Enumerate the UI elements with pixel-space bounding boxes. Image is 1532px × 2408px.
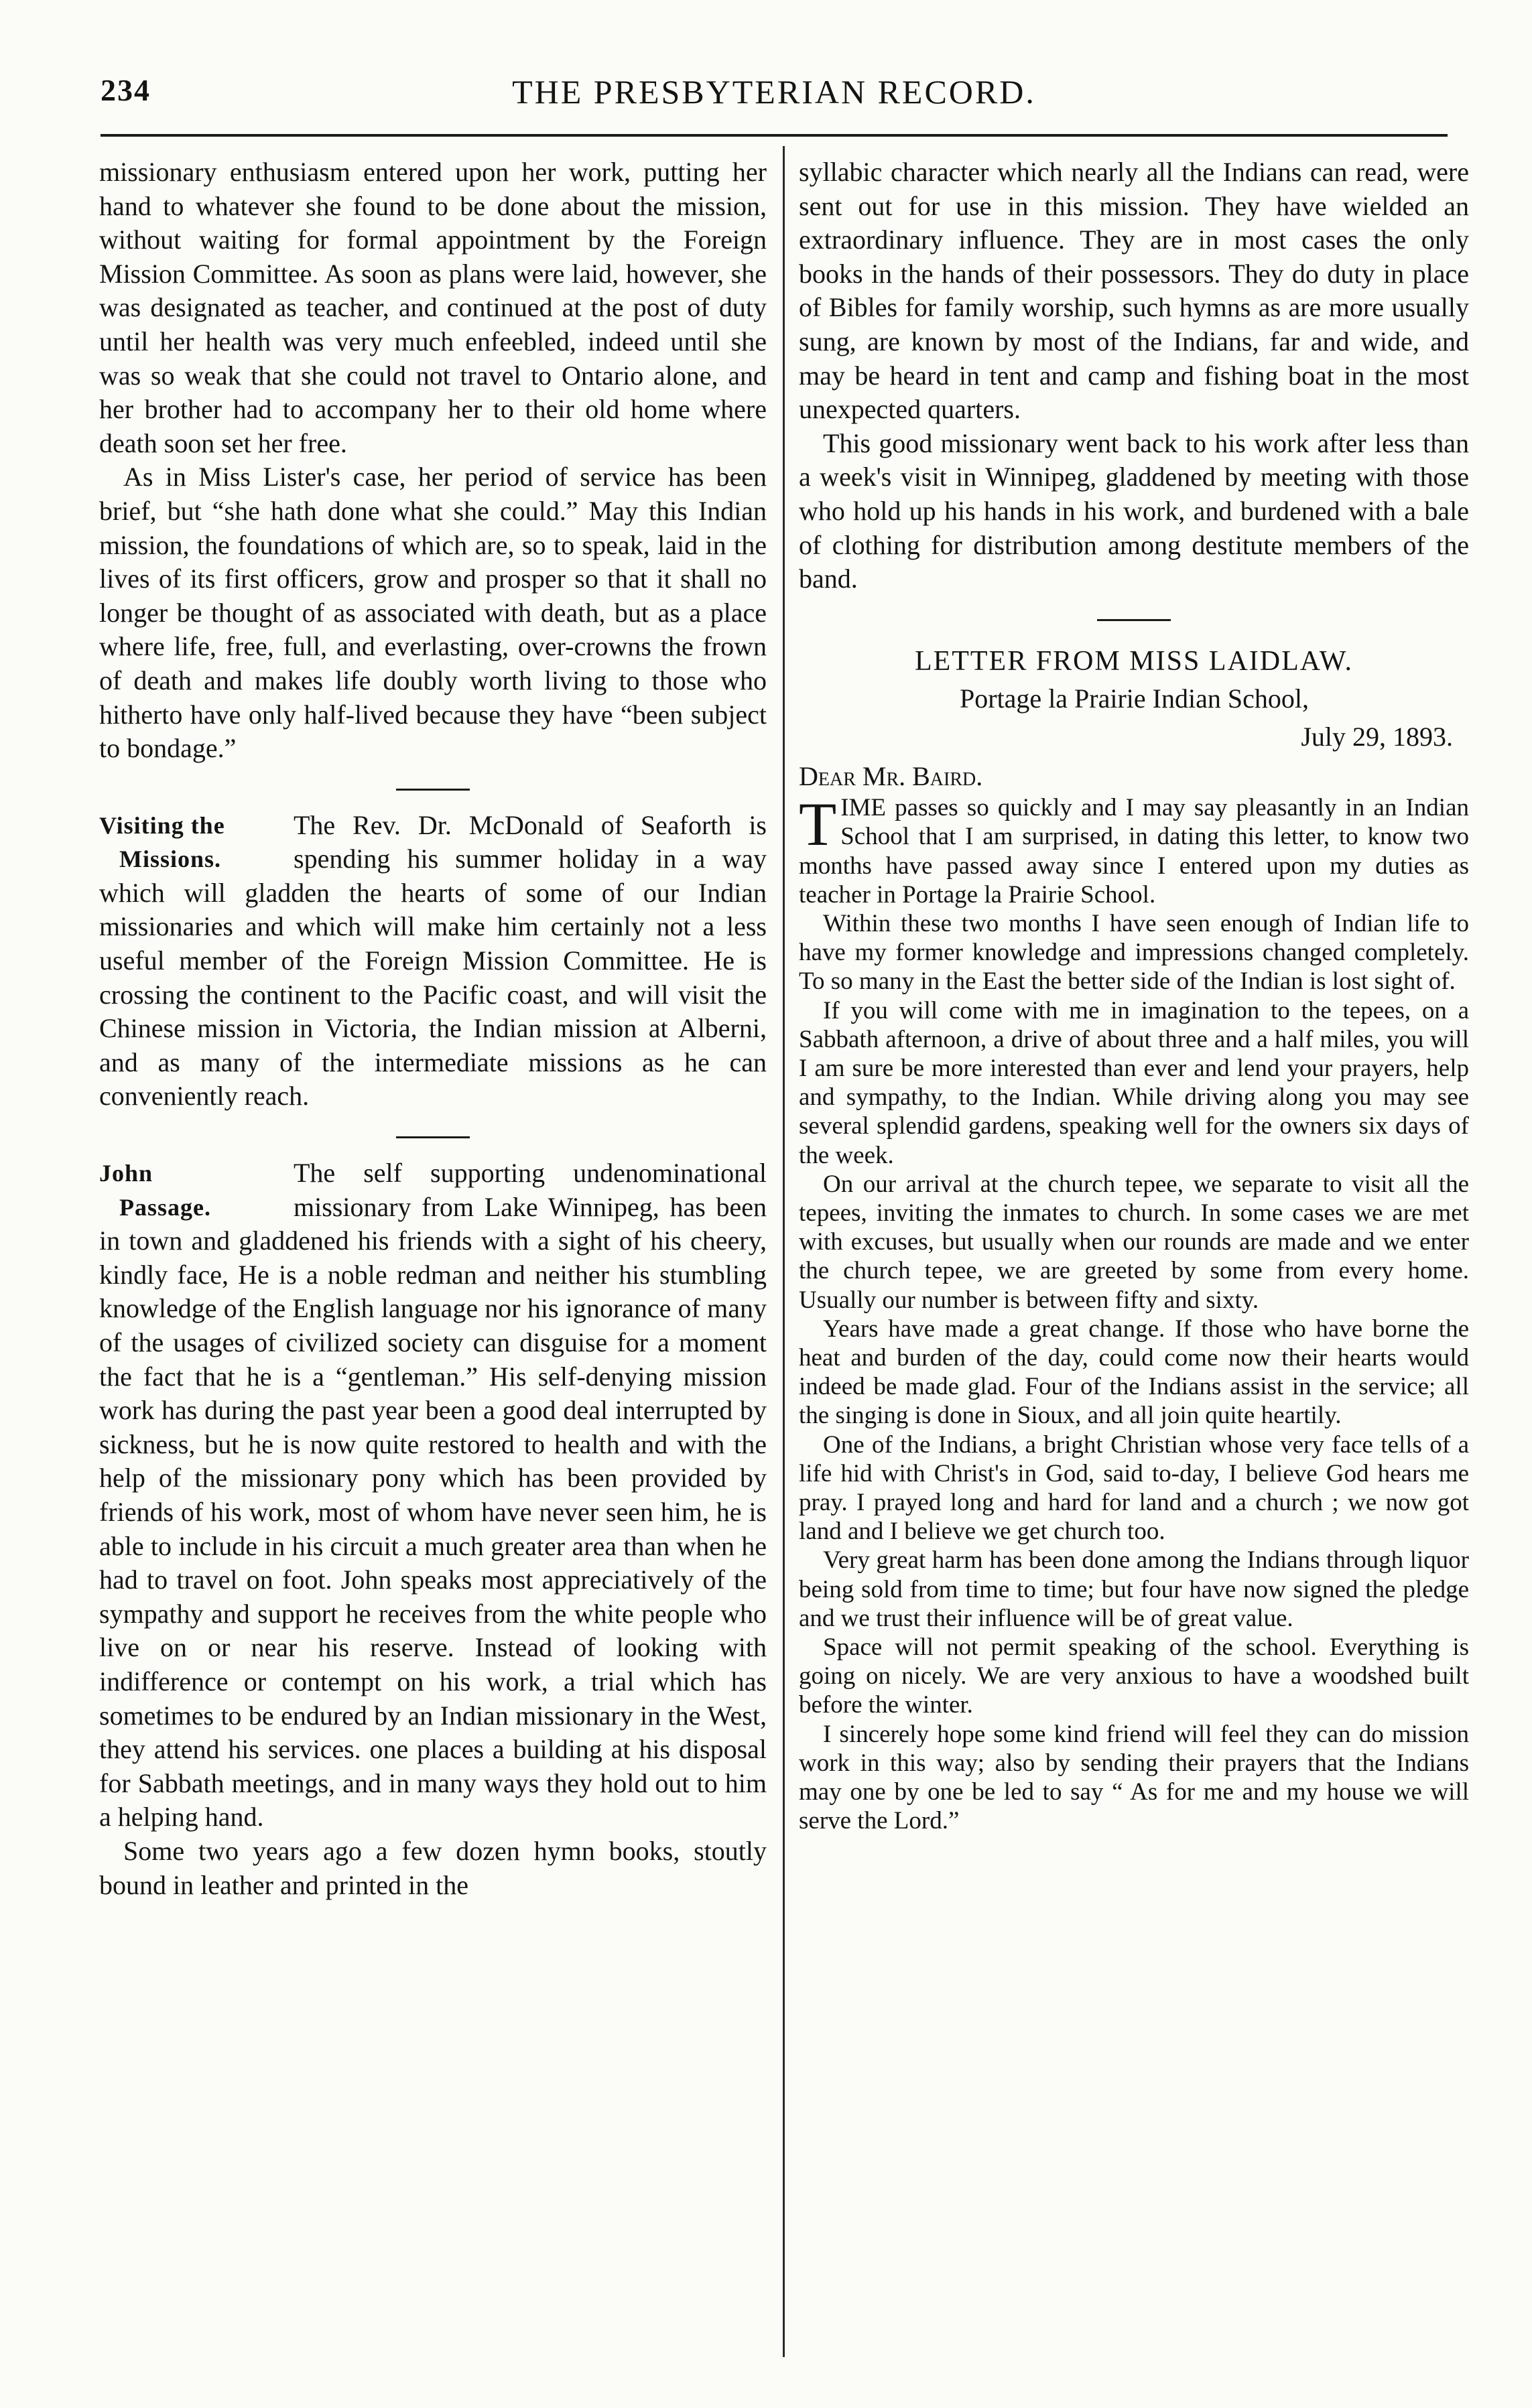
paragraph-syllabic: syllabic character which nearly all the Indians can read, were sent out for use in this mission. They have wielded an extraordinary influence. They are in most cases the only books in the hands of their possessors. They do duty in place of Bibles for family worship, such hymns as are more usually sung, are known by most of the Indians, far and wide, and may be heard in tent and camp and fishing boat in the most unexpected quarters.: [799, 157, 1469, 425]
letter-paragraph: Very great harm has been done among the Indians through liquor being sold from time to time; but four have now signed the pledge and we trust their influence will be of great value.: [799, 1546, 1469, 1632]
letter-paragraph: Space will not permit speaking of the school. Everything is going on nicely. We are very anxious to have a woodshed built before the winter.: [799, 1633, 1469, 1719]
section-john-passage: [99, 1156, 767, 1834]
section-rule: [99, 1122, 767, 1148]
journal-title: THE PRESBYTERIAN RECORD.: [512, 73, 1036, 111]
letter-paragraph: One of the Indians, a bright Christian whose very face tells of a life hid with Christ's in God, said to-day, I believe God hears me pray. I prayed long and hard for land and a church ; we now got land and I believe we get church too.: [799, 1430, 1469, 1546]
letter-place: Portage la Prairie Indian School,: [960, 683, 1309, 714]
section-visiting-missions: [99, 809, 767, 1114]
letter-title: LETTER FROM MISS LAIDLAW.: [914, 645, 1354, 677]
letter-paragraph: Within these two months I have seen enough of Indian life to have my former knowledge and impressions changed completely. To so many in the East the better side of the Indian is lost sight of.: [799, 909, 1469, 996]
letter-paragraph: On our arrival at the church tepee, we separate to visit all the tepees, inviting the inmates to church. In some cases we are met with excuses, but usually when our rounds are made and we enter the church tepee, we are greeted by some from every home. Usually our number is between fifty and sixty.: [799, 1170, 1469, 1314]
drop-cap: T: [799, 790, 837, 859]
paragraph-missionary-return: This good missionary went back to his work after less than a week's visit in Winnipeg, gladdened by meeting with those who hold up his hands in his work, and burdened with a bale of clothing for distribution among destitute members of the band.: [799, 427, 1469, 594]
paragraph-enthusiasm: missionary enthusiasm entered upon her work, putting her hand to whatever she found to be done about the mission, without waiting for formal appointment by the Foreign Mission Committee. As soon as plans were laid, however, she was designated as teacher, and continued at the post of duty until her health was very much enfeebled, indeed until she was so weak that she could not travel to Ontario alone, and her brother had to accompany her to their old home where death soon set her free.: [99, 157, 767, 458]
paragraph-hymn-books: Some two years ago a few dozen hymn books, stoutly bound in leather and printed in the: [99, 1835, 767, 1900]
column-divider: [783, 146, 785, 2357]
paragraph-miss-lister: As in Miss Lister's case, her period of service has been brief, but “she hath done what she could.” May this Indian mission, the foundations of which are, so to speak, laid in the lives of its first officers, grow and prosper so that it shall no longer be thought of as associated with death, but as a place where life, free, full, and everlasting, over-crowns the frown of death and makes life doubly worth living to those who hitherto have only half-lived because they have “been subject to bondage.”: [99, 462, 767, 764]
paragraph-visiting-missions: The Rev. Dr. McDonald of Seaforth is spending his summer holiday in a way which will gladden the hearts of some of our Indian missionaries and which will make him certainly not a less useful member of the Foreign Mission Committee. He is crossing the continent to the Pacific coast, and will visit the Chinese mission in Victoria, the Indian mission at Alberni, and as many of the intermediate missions as he can conveniently reach.: [99, 809, 767, 1112]
header-rule: [101, 134, 1448, 137]
right-column: [799, 155, 1469, 1835]
page-number: 234: [101, 73, 151, 107]
letter-paragraph: TIME passes so quickly and I may say pleasantly in an Indian School that I am surprised, in dating this letter, to know two months have passed away since I entered upon my duties as teacher in Portage la Prairie School.: [799, 790, 1469, 909]
left-column: [99, 155, 767, 1902]
letter-body: [799, 790, 1469, 1835]
letter-paragraph: If you will come with me in imagination to the tepees, on a Sabbath afternoon, a drive of about three and a half miles, you will I am sure be more interested than ever and lend your prayers, help and sympathy, to the Indian. While driving along you may see several splendid gardens, speaking well for the owners six days of the week.: [799, 996, 1469, 1169]
letter-salutation: Dear Mr. Baird.: [799, 760, 983, 791]
section-rule: [799, 604, 1469, 631]
letter-paragraph: Years have made a great change. If those who have borne the heat and burden of the day, could come now their hearts would indeed be made glad. Four of the Indians assist in the service; all the singing is done in Sioux, and all join quite heartily.: [799, 1315, 1469, 1430]
letter-paragraph: I sincerely hope some kind friend will feel they can do mission work in this way; also by sending their prayers that the Indians may one by one be led to say “ As for me and my house we will serve the Lord.”: [799, 1720, 1469, 1835]
letter-date: July 29, 1893.: [1301, 721, 1453, 752]
paragraph-john-passage: The self supporting undenominational missionary from Lake Winnipeg, has been in town and gladdened his friends with a sight of his cheery, kindly face, He is a noble redman and neither his stumbling knowledge of the English language nor his ignorance of many of the usages of civilized society can disguise for a moment the fact that he is a “gentleman.” His self-denying mission work has during the past year been a good deal interrupted by sickness, but he is now quite restored to health and with the help of the missionary pony which has been provided by friends of his work, most of whom have never seen him, he is able to include in his circuit a much greater area than when he had to travel on foot. John speaks most appreciatively of the sympathy and support he receives from the white people who live on or near his reserve. Instead of looking with indifference or contempt on his work, a trial which has sometimes to be endured by an Indian missionary in the West, they attend his services. one places a building at his disposal for Sabbath meetings, and in many ways they hold out to him a helping hand.: [99, 1158, 767, 1832]
side-heading-john-passage: John Passage.: [99, 1160, 211, 1221]
running-head: [101, 59, 1448, 119]
section-rule: [99, 774, 767, 801]
side-heading-visiting-missions: Visiting the Missions.: [99, 811, 225, 873]
